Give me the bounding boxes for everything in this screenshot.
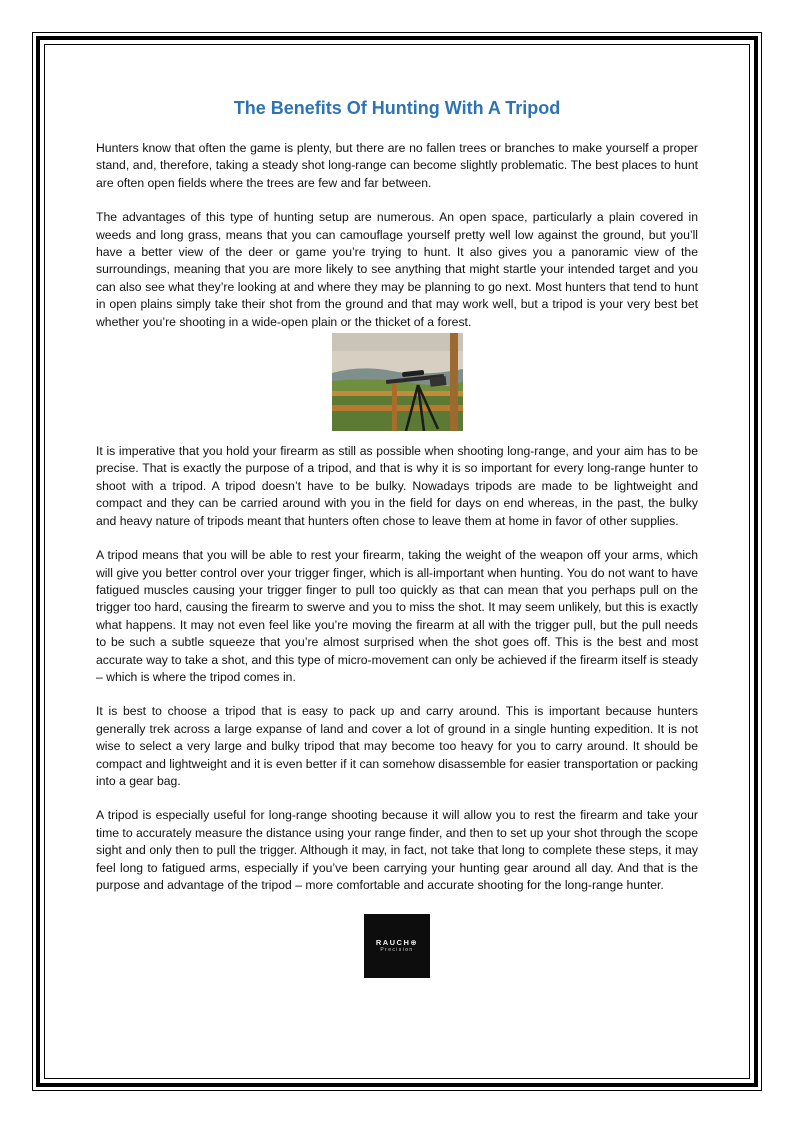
logo-subtitle: Precision [380,947,414,954]
logo-container [96,914,698,978]
paragraph-4: A tripod means that you will be able to rest your firearm, taking the weight of the weapon off your arms, which will give you better control over your trigger finger, which is all-important when hunting. You do not want to have fatigued muscles causing your trigger finger to pull too quickly as that can mean that you perhaps pull on the trigger too hard, causing the firearm to swerve and you to miss the shot. It may seem unlikely, but this is exactly what happens. It may not even feel like you’re moving the firearm at all with the trigger pull, but the pull needs to be such a subtle squeeze that you’re almost surprised when the shot goes off. This is the best and most accurate way to take a shot, and this type of micro-movement can only be achieved if the firearm itself is steady – which is where the tripod comes in. [96,548,698,684]
paragraph-3: It is imperative that you hold your firearm as still as possible when shooting long-range, and your aim has to be precise. That is exactly the purpose of a tripod, and that is why it is so important for every long-range hunter to shoot with a tripod. A tripod doesn’t have to be bulky. Nowadays tripods are made to be lightweight and compact and they can be carried around with you in the field for days on end whereas, in the past, the bulky and heavy nature of tripods meant that hunters often chose to leave them at home in favor of other supplies. [96,444,698,528]
logo-wordmark: RAUCH⊕ [375,938,419,948]
rifle-on-tripod-photo [332,333,463,431]
photo-container [96,333,698,431]
rauch-precision-logo [364,914,430,978]
paragraph-6: A tripod is especially useful for long-range shooting because it will allow you to rest the firearm and take your time to accurately measure the distance using your range finder, and then to set up your shot through the scope sight and only then to pull the trigger. Although it may, in fact, not take that long to complete these steps, it may feel long to fatigued arms, especially if you’ve been carrying your hunting gear around all day. And that is the purpose and advantage of the tripod – more comfortable and accurate shooting for the long-range hunter. [96,808,698,892]
article-title: The Benefits Of Hunting With A Tripod [233,98,561,118]
paragraph-1: Hunters know that often the game is plenty, but there are no fallen trees or branches to make yourself a proper stand, and, therefore, taking a steady shot long-range can become slightly problematic. The best places to hunt are often open fields where the trees are few and far between. [96,141,698,190]
paragraph-2: The advantages of this type of hunting setup are numerous. An open space, particularly a plain covered in weeds and long grass, means that you can camouflage yourself pretty well low against the ground, but you’ll have a better view of the deer or game you’re trying to hunt. It also gives you a panoramic view of the surroundings, meaning that you are more likely to see anything that might startle your intended target and you can also see what they’re looking at and where they may be planning to go next. Most hunters that tend to hunt in open plains simply take their shot from the ground and that may work well, but a tripod is your very best bet whether you’re shooting in a wide-open plain or the thicket of a forest. [96,210,698,329]
paragraph-5: It is best to choose a tripod that is easy to pack up and carry around. This is important because hunters generally trek across a large expanse of land and cover a lot of ground in a single hunting expedition. It is not wise to select a very large and bulky tripod that may become too heavy for you to carry around. It should be compact and lightweight and it is even better if it can somehow disassemble for easier transportation or packing into a gear bag. [96,704,698,788]
article-content [96,96,698,978]
